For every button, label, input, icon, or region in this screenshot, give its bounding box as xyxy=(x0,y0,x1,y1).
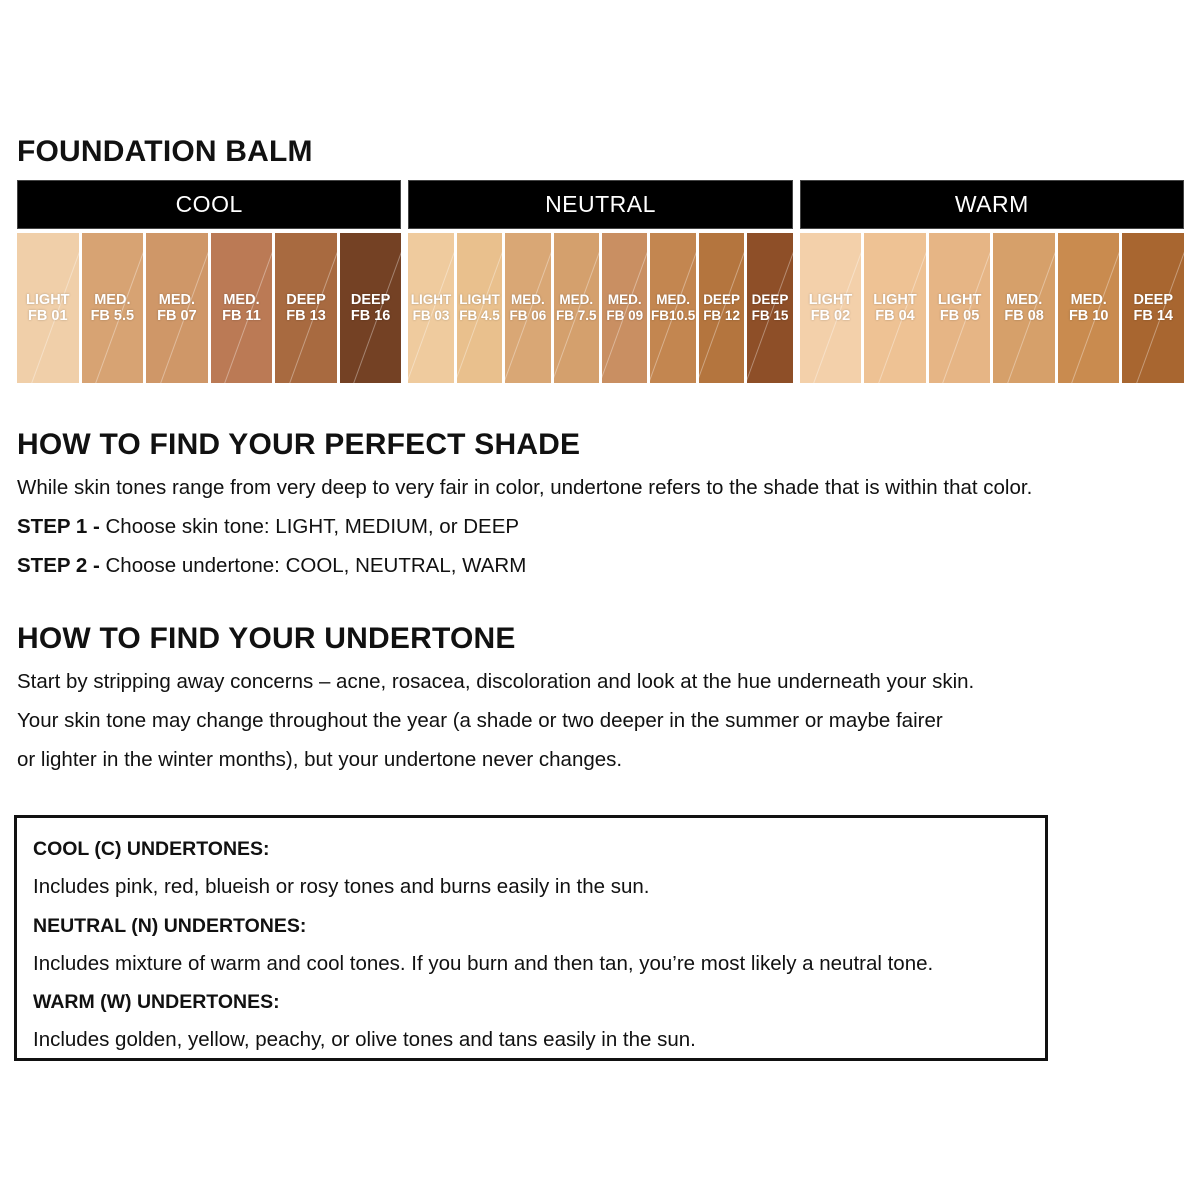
shade-code-label: FB 03 xyxy=(412,308,450,323)
shade-tone-label: LIGHT xyxy=(808,292,853,308)
shade-swatch xyxy=(864,233,926,383)
shade-code-label: FB10.5 xyxy=(651,308,696,323)
undertone-line-3: or lighter in the winter months), but your undertone never changes. xyxy=(17,748,623,771)
step-2-label: STEP 2 - xyxy=(17,554,106,577)
shade-code-label: FB 4.5 xyxy=(459,308,500,323)
step-1-label: STEP 1 - xyxy=(17,515,106,538)
shade-swatch xyxy=(505,233,550,383)
shade-code-label: FB 07 xyxy=(157,308,197,324)
shade-tone-label: MED. xyxy=(511,292,545,307)
shade-group-header: COOL xyxy=(17,180,401,229)
shade-swatch xyxy=(747,233,792,383)
perfect-shade-heading: HOW TO FIND YOUR PERFECT SHADE xyxy=(17,428,581,461)
shade-code-label: FB 14 xyxy=(1133,308,1173,324)
shade-code-label: FB 10 xyxy=(1068,308,1109,324)
shade-swatch-row xyxy=(408,233,792,383)
shade-group-neutral xyxy=(408,180,792,384)
shade-swatch xyxy=(800,233,862,383)
shade-swatch xyxy=(929,233,991,383)
shade-swatch xyxy=(602,233,647,383)
step-1-text: Choose skin tone: LIGHT, MEDIUM, or DEEP xyxy=(105,515,520,538)
shade-tone-label: MED. xyxy=(158,292,196,308)
shade-code-label: FB 16 xyxy=(350,308,391,324)
cool-undertone-title: COOL (C) UNDERTONES: xyxy=(33,838,270,860)
shade-group-header: NEUTRAL xyxy=(408,180,792,229)
shade-tone-label: DEEP xyxy=(751,292,789,307)
shade-tone-label: MED. xyxy=(1070,292,1107,308)
shade-code-label: FB 01 xyxy=(28,308,68,324)
cool-undertone-text: Includes pink, red, blueish or rosy tones and burns easily in the sun. xyxy=(33,875,650,899)
shade-swatch xyxy=(993,233,1055,383)
shade-tone-label: DEEP xyxy=(703,292,740,307)
shade-tone-label: MED. xyxy=(656,292,691,307)
shade-code-label: FB 06 xyxy=(509,308,547,323)
shade-chart xyxy=(17,180,1184,384)
shade-tone-label: LIGHT xyxy=(873,292,917,308)
shade-tone-label: DEEP xyxy=(1133,292,1173,308)
neutral-undertone-text: Includes mixture of warm and cool tones. If you burn and then tan, you’re most likely a neutral tone. xyxy=(33,951,934,975)
shade-code-label: FB 09 xyxy=(606,308,644,323)
shade-swatch xyxy=(275,233,337,383)
step-2-text: Choose undertone: COOL, NEUTRAL, WARM xyxy=(105,554,527,577)
shade-code-label: FB 05 xyxy=(939,308,980,324)
shade-code-label: FB 15 xyxy=(751,308,789,323)
shade-code-label: FB 08 xyxy=(1004,308,1044,324)
shade-tone-label: LIGHT xyxy=(26,292,70,308)
shade-code-label: FB 11 xyxy=(222,308,261,324)
shade-swatch xyxy=(146,233,208,383)
shade-swatch xyxy=(1122,233,1184,383)
shade-tone-label: LIGHT xyxy=(459,292,500,307)
shade-swatch xyxy=(1058,233,1120,383)
shade-swatch xyxy=(650,233,695,383)
shade-tone-label: MED. xyxy=(607,292,642,307)
shade-swatch xyxy=(340,233,402,383)
shade-swatch xyxy=(408,233,453,383)
shade-swatch xyxy=(82,233,144,383)
shade-swatch xyxy=(699,233,744,383)
shade-code-label: FB 13 xyxy=(286,308,326,324)
shade-tone-label: LIGHT xyxy=(937,292,982,308)
warm-undertone-title: WARM (W) UNDERTONES: xyxy=(33,991,280,1014)
undertone-info-box xyxy=(14,815,1048,1061)
shade-group-header: WARM xyxy=(800,180,1184,229)
step-1 xyxy=(17,507,519,546)
shade-swatch xyxy=(211,233,273,383)
shade-group-cool xyxy=(17,180,401,384)
shade-swatch-row xyxy=(17,233,401,383)
warm-undertone-text: Includes golden, yellow, peachy, or olive tones and tans easily in the sun. xyxy=(33,1028,696,1052)
shade-tone-label: MED. xyxy=(223,292,260,308)
undertone-line-1: Start by stripping away concerns – acne, rosacea, discoloration and look at the hue underneath your skin. xyxy=(17,670,975,693)
shade-code-label: FB 7.5 xyxy=(556,308,597,323)
shade-code-label: FB 12 xyxy=(703,308,740,323)
shade-tone-label: MED. xyxy=(94,292,131,308)
shade-swatch xyxy=(17,233,79,383)
shade-code-label: FB 5.5 xyxy=(90,308,135,324)
shade-code-label: FB 02 xyxy=(810,308,851,324)
shade-code-label: FB 04 xyxy=(875,308,915,324)
shade-swatch xyxy=(457,233,502,383)
undertone-line-2: Your skin tone may change throughout the year (a shade or two deeper in the summer or maybe fairer xyxy=(17,709,943,732)
neutral-undertone-title: NEUTRAL (N) UNDERTONES: xyxy=(33,914,307,937)
shade-tone-label: DEEP xyxy=(350,292,391,308)
perfect-shade-intro: While skin tones range from very deep to very fair in color, undertone refers to the shade that is within that color. xyxy=(17,476,1033,499)
shade-tone-label: LIGHT xyxy=(410,292,452,307)
shade-tone-label: MED. xyxy=(1006,292,1043,308)
step-2 xyxy=(17,546,526,585)
shade-tone-label: DEEP xyxy=(286,292,326,308)
undertone-heading: HOW TO FIND YOUR UNDERTONE xyxy=(17,622,516,655)
shade-group-warm xyxy=(800,180,1184,384)
shade-tone-label: MED. xyxy=(559,292,594,307)
page-title: FOUNDATION BALM xyxy=(17,135,313,168)
shade-swatch xyxy=(554,233,599,383)
shade-swatch-row xyxy=(800,233,1184,383)
